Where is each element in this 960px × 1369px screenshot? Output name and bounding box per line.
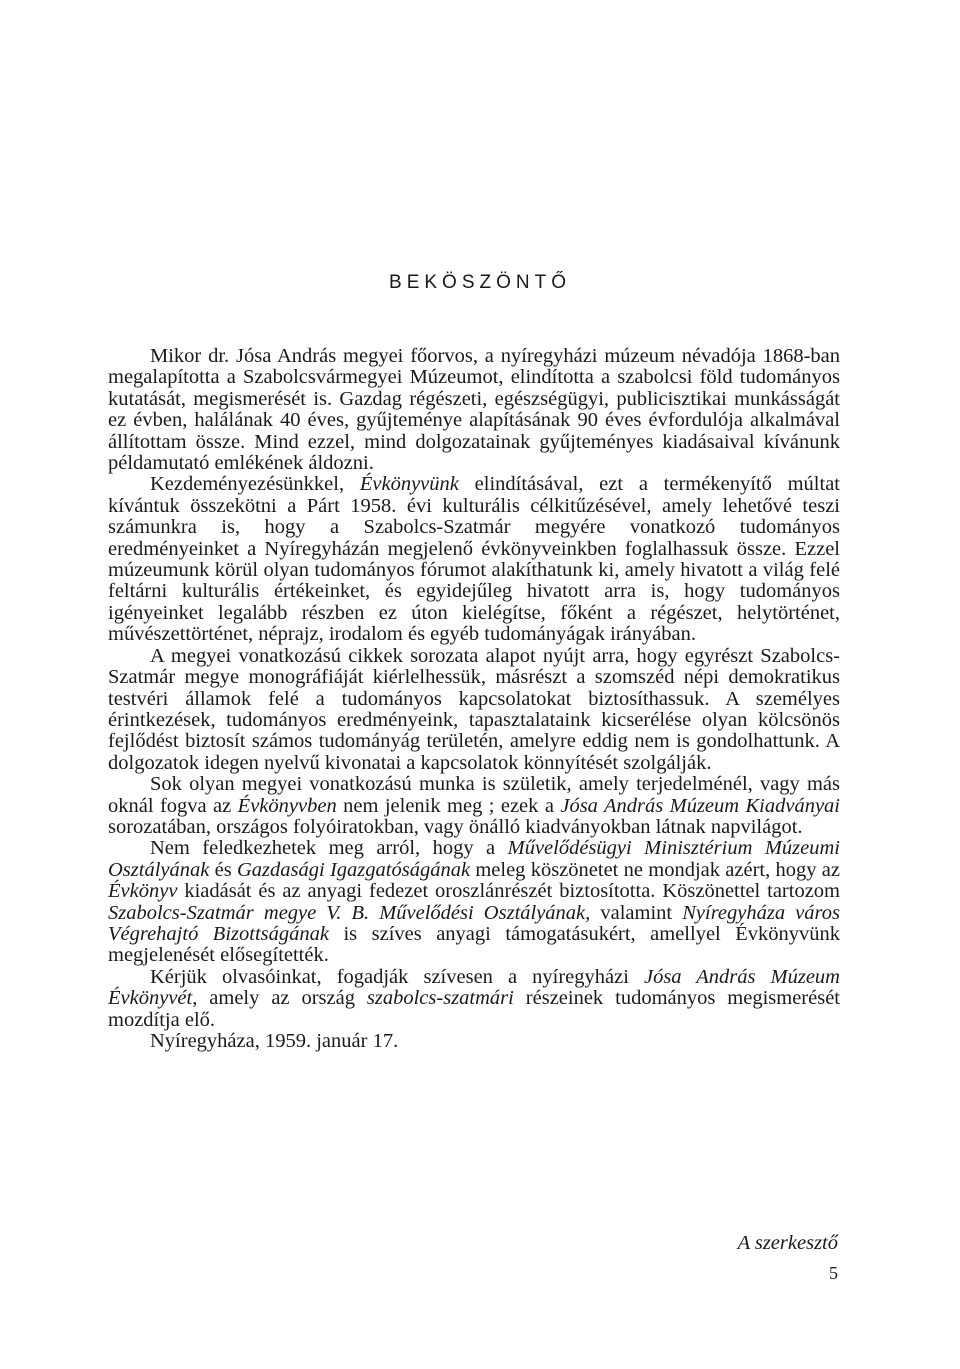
italic-run: Évkönyv [108, 880, 178, 903]
text-run: részeinek tudományos megismerését mozdítja elő. [108, 987, 840, 1031]
page-number: 5 [829, 1263, 838, 1283]
italic-run: Jósa András Múzeum Kiadványai [560, 794, 840, 817]
italic-run: Gazdasági Igazgatóságának [237, 858, 471, 881]
text-run: is szíves anyagi támogatásukért, amellyel Évkönyvünk megjelenését elősegítették. [108, 922, 841, 967]
text-run: valamint [590, 901, 683, 924]
text-run: Kezdeményezésünkkel, [150, 473, 360, 496]
text-run: és [209, 858, 237, 881]
text-run: amely az ország [197, 987, 367, 1010]
text-run: Nem feledkezhetek meg arról, hogy a [150, 837, 508, 860]
text-run: Mikor dr. Jósa András megyei főorvos, a nyíregyházi múzeum névadója 1868-ban megalapította a Szabolcsvármegyei Múzeumot, elindította a szabolcsi föld tudományos kutatását, megismerését is. Gazdag régészeti, egészségügyi, publicisztikai munkásságát ez évben, halálának 40 éves, gyűjteménye alapításának 90 éves évfordulója alkalmával állítottam össze. Mind ezzel, mind dolgozatainak gyűjteményes kiadásaival kívánunk példamutató emlékének áldozni. [108, 345, 840, 475]
signature: A szerkesztő [737, 1232, 838, 1254]
document-body [108, 346, 840, 1052]
text-run: Kérjük olvasóinkat, fogadják szívesen a nyíregyházi [150, 965, 644, 988]
italic-run: szabolcs-szatmári [366, 987, 514, 1010]
text-run: sorozatában, országos folyóiratokban, vagy önálló kiadványokban látnak napvilágot. [108, 815, 803, 838]
text-run: Sok olyan megyei vonatkozású munka is születik, amely terjedelménél, vagy más oknál fogva az [108, 773, 840, 817]
text-run: nem jelenik meg ; ezek a [336, 794, 561, 817]
italic-run: Évkönyvben [237, 794, 337, 817]
italic-run: Évkönyvünk [359, 473, 459, 496]
text-run: elindításával, ezt a termékenyítő múltat kívántuk összekötni a Párt 1958. évi kulturális célkitűzésével, amely lehetővé teszi számunkra is, hogy a Szabolcs-Szatmár megyére vonatkozó tudományos eredményeinket a Nyíregyházán megjelenő évkönyveinkben foglalhassuk össze. Ezzel múzeumunk körül olyan tudományos fórumot alakíthatunk ki, amely hivatott a világ felé feltárni kulturális értékeinket, és egyidejűleg hivatott arra is, hogy tudományos igényeinket legalább részben ez úton kielégítse, főként a régészet, helytörténet, művészettörténet, néprajz, irodalom és egyéb tudományágak irányában. [108, 473, 840, 646]
paragraph [108, 838, 840, 966]
text-run: kiadását és az anyagi fedezet oroszlánrészét biztosította. Köszönettel tartozom [177, 880, 840, 903]
text-run: Nyíregyháza, 1959. január 17. [150, 1030, 399, 1052]
italic-run: Művelődésügyi Minisztérium Múzeumi Osztályának [108, 837, 840, 881]
italic-run: Nyíregyháza város Végrehajtó Bizottságának [108, 901, 840, 945]
paragraph [108, 774, 840, 838]
text-run: A megyei vonatkozású cikkek sorozata alapot nyújt arra, hogy egyrészt Szabolcs-Szatmár megye monográfiáját kiérlelhessük, másrészt a szomszéd népi demokratikus testvéri államok felé a tudományos kapcsolatokat biztosíthassuk. A személyes érintkezések, tudományos eredményeink, tapasztalataink kicserélése olyan kölcsönös fejlődést biztosít számos tudományág területén, amelyre eddig nem is gondolhattunk. A dolgozatok idegen nyelvű kivonatai a kapcsolatok könnyítését szolgálják. [108, 644, 840, 774]
paragraph [108, 346, 840, 474]
paragraph [108, 1031, 840, 1052]
document-heading: BEKÖSZÖNTŐ [389, 272, 571, 293]
italic-run: Jósa András Múzeum Évkönyvét, [108, 965, 840, 1010]
text-run: meleg köszönetet ne mondjak azért, hogy az [470, 858, 840, 881]
paragraph [108, 474, 840, 645]
paragraph [108, 646, 840, 774]
paragraph [108, 967, 840, 1031]
italic-run: Szabolcs-Szatmár megye V. B. Művelődési Osztályának, [108, 901, 591, 924]
